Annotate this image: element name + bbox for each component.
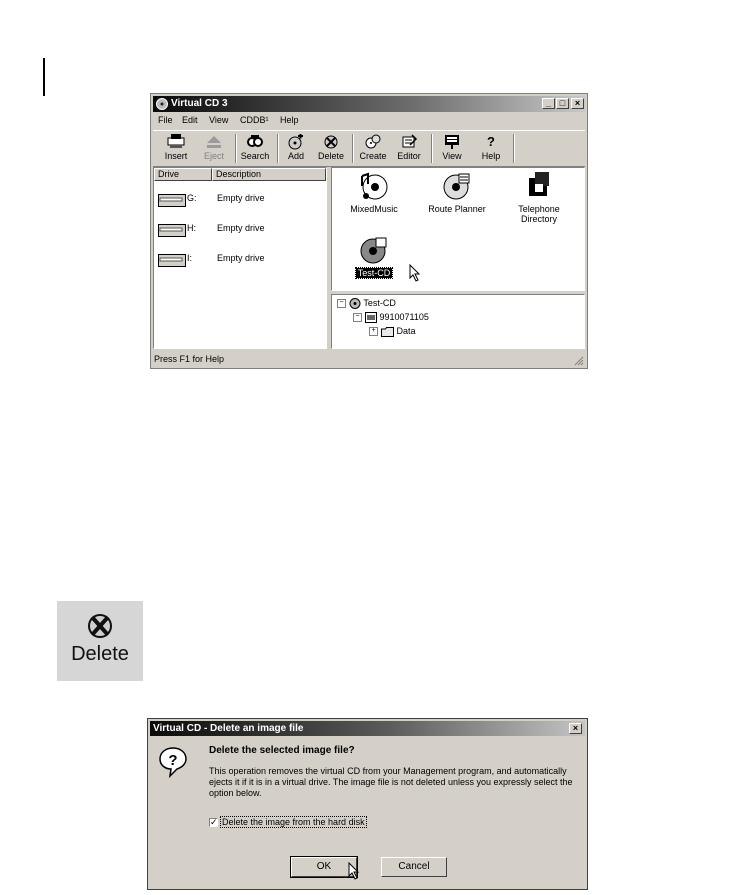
virtual-cd-window — [150, 93, 588, 369]
cd-item-label: MixedMusic — [350, 204, 398, 214]
folder-icon — [381, 327, 394, 337]
view-label: View — [442, 151, 462, 161]
drive-row-i[interactable] — [154, 250, 326, 270]
music-cd-icon — [360, 172, 388, 202]
expand-icon[interactable]: + — [369, 327, 378, 336]
column-header-description[interactable]: Description — [212, 168, 326, 181]
tree-node-data[interactable] — [369, 325, 416, 337]
drive-letter: I: — [187, 253, 193, 263]
insert-label: Insert — [164, 151, 188, 161]
drive-row-h[interactable] — [154, 220, 326, 240]
ok-button[interactable]: OK — [291, 857, 357, 877]
add-label: Add — [287, 151, 304, 161]
drive-icon — [158, 194, 186, 207]
window-titlebar[interactable] — [153, 96, 585, 112]
cd-item-mixedmusic[interactable] — [339, 172, 409, 214]
editor-button[interactable] — [389, 133, 429, 164]
checkbox-label: Delete the image from the hard disk — [222, 817, 365, 827]
drive-icon — [158, 224, 186, 237]
app-cd-icon — [156, 98, 168, 110]
drive-description: Empty drive — [217, 253, 265, 263]
close-icon: × — [572, 723, 579, 733]
menu-bar — [153, 113, 585, 128]
menu-edit[interactable]: Edit — [182, 115, 198, 125]
eject-button[interactable] — [194, 133, 234, 164]
cd-tree-view[interactable] — [331, 294, 585, 349]
delete-button-enlarged — [57, 601, 143, 681]
status-bar: Press F1 for Help — [154, 354, 225, 364]
drive-letter: H: — [187, 223, 196, 233]
window-title: Virtual CD 3 — [171, 98, 228, 109]
route-cd-icon — [443, 172, 471, 202]
insert-icon — [167, 134, 185, 150]
search-label: Search — [240, 151, 270, 161]
help-label: Help — [481, 151, 501, 161]
telephone-directory-icon — [525, 172, 553, 202]
mouse-cursor-icon — [348, 862, 360, 880]
collapse-icon[interactable]: − — [337, 299, 346, 308]
drive-description: Empty drive — [217, 223, 265, 233]
search-button[interactable] — [235, 133, 275, 164]
create-button[interactable] — [353, 133, 393, 164]
minimize-button[interactable] — [542, 98, 555, 109]
dialog-message: This operation removes the virtual CD from your Management program, and automatically ejects it if it is in a virtual drive. The image file is not deleted unless you expressly select the option below. — [209, 766, 573, 798]
column-header-drive[interactable]: Drive — [154, 168, 212, 181]
menu-file[interactable]: File — [158, 115, 173, 125]
delete-icon — [84, 611, 116, 641]
cd-item-label: Telephone Directory — [518, 204, 560, 224]
cd-node-icon — [349, 298, 361, 309]
insert-button[interactable] — [156, 133, 196, 164]
checkbox-checkmark-icon[interactable]: ✓ — [210, 817, 218, 828]
editor-label: Editor — [397, 151, 421, 161]
dialog-heading: Delete the selected image file? — [209, 745, 355, 756]
drive-icon — [158, 254, 186, 267]
add-button[interactable] — [276, 133, 316, 164]
view-button[interactable] — [432, 133, 472, 164]
mouse-cursor-icon — [409, 264, 421, 282]
eject-icon — [205, 134, 223, 150]
menu-cddb[interactable]: CDDB¹ — [240, 115, 269, 125]
eject-label: Eject — [203, 151, 224, 161]
close-button[interactable] — [571, 98, 584, 109]
tree-node-session[interactable] — [353, 311, 429, 323]
drive-list[interactable] — [153, 167, 327, 349]
drive-description: Empty drive — [217, 193, 265, 203]
collapse-icon[interactable]: − — [353, 313, 362, 322]
tree-node-label: Test-CD — [363, 298, 396, 308]
delete-image-dialog — [147, 718, 588, 890]
toolbar — [153, 130, 585, 167]
dialog-close-button[interactable] — [569, 723, 582, 734]
view-icon — [443, 134, 461, 150]
maximize-button[interactable] — [556, 98, 569, 109]
close-icon: × — [574, 98, 581, 108]
cd-icon-view[interactable] — [331, 167, 585, 291]
menu-help[interactable]: Help — [280, 115, 299, 125]
menu-view[interactable]: View — [209, 115, 229, 125]
disc-session-icon — [365, 312, 377, 323]
create-label: Create — [359, 151, 387, 161]
delete-icon — [322, 134, 340, 150]
delete-from-disk-checkbox[interactable] — [209, 817, 366, 827]
help-button[interactable] — [471, 133, 511, 164]
delete-enlarged-label: Delete — [71, 643, 129, 665]
question-icon — [157, 746, 189, 778]
cd-item-label: Route Planner — [428, 204, 486, 214]
toolbar-separator — [513, 134, 515, 163]
svg-text:?: ? — [487, 134, 495, 149]
cd-item-label: Test-CD — [357, 268, 391, 278]
page-margin-rule — [43, 58, 45, 96]
test-cd-icon — [360, 236, 388, 266]
cd-item-telephone-directory[interactable] — [504, 172, 574, 224]
cd-item-test-cd[interactable] — [339, 236, 409, 278]
svg-text:?: ? — [168, 752, 178, 769]
help-icon — [482, 134, 500, 150]
dialog-titlebar[interactable] — [150, 721, 585, 736]
delete-button[interactable] — [311, 133, 351, 164]
search-icon — [246, 134, 264, 150]
tree-node-label: Data — [396, 326, 416, 336]
create-icon — [364, 134, 382, 150]
drive-letter: G: — [187, 193, 197, 203]
add-icon — [287, 134, 305, 150]
minimize-icon: _ — [545, 98, 551, 108]
tree-node-label: 9910071105 — [379, 312, 429, 322]
resize-grip-icon[interactable] — [574, 356, 584, 366]
tree-node-root[interactable] — [337, 297, 396, 309]
maximize-icon: □ — [559, 98, 566, 108]
editor-icon — [400, 134, 418, 150]
dialog-title: Virtual CD - Delete an image file — [153, 723, 304, 734]
cd-item-route-planner[interactable] — [422, 172, 492, 214]
delete-label: Delete — [317, 151, 344, 161]
drive-row-g[interactable] — [154, 190, 326, 210]
cancel-button[interactable]: Cancel — [381, 857, 447, 877]
